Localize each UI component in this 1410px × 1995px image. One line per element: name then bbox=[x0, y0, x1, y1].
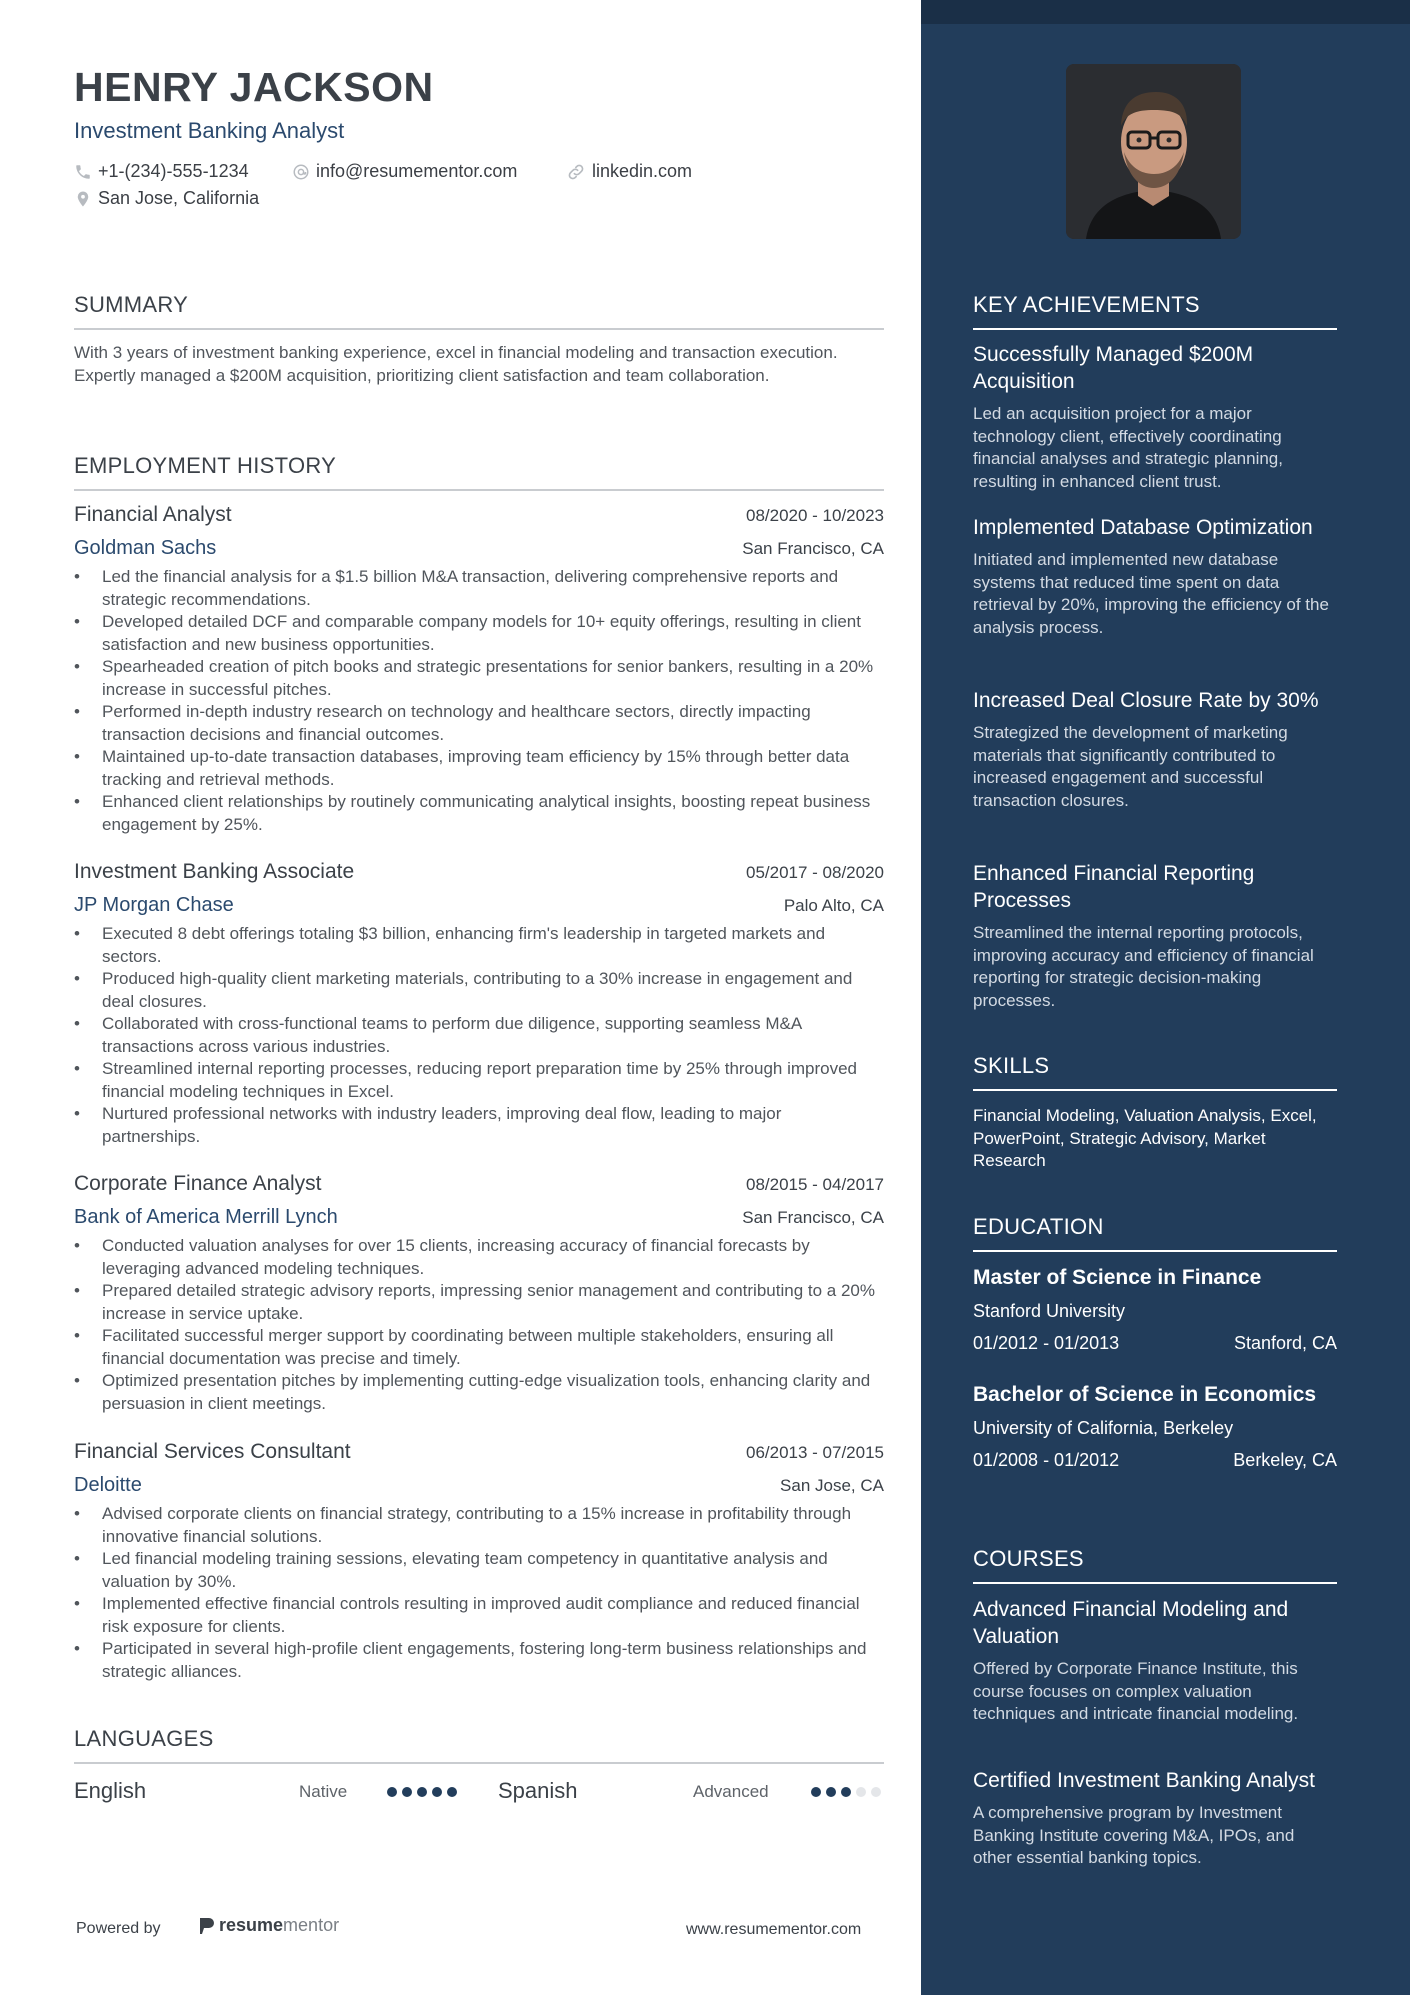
summary-heading: SUMMARY bbox=[74, 292, 884, 330]
achievement-desc: Led an acquisition project for a major technology client, effectively coordinating financial analyses and strategic planning, resulting in enhanced client trust. bbox=[973, 404, 1283, 491]
job-entry bbox=[74, 503, 884, 836]
job-bullets bbox=[74, 1235, 884, 1415]
job-bullet: • Enhanced client relationships by routinely communicating analytical insights, boosting repeat business engagement by 25%. bbox=[74, 791, 884, 836]
at-icon bbox=[292, 163, 310, 181]
job-company: Bank of America Merrill Lynch bbox=[74, 1206, 338, 1228]
education-school: Stanford University bbox=[973, 1301, 1126, 1321]
job-bullet: • Executed 8 debt offerings totaling $3 billion, enhancing firm's leadership in targeted markets and sectors. bbox=[74, 923, 884, 968]
job-bullets bbox=[74, 923, 884, 1148]
job-bullets bbox=[74, 1503, 884, 1683]
rating-dot-filled bbox=[387, 1787, 397, 1797]
job-bullet: • Optimized presentation pitches by implementing cutting-edge visualization tools, enhancing clarity and persuasion in client meetings. bbox=[74, 1370, 884, 1415]
language-level-spanish bbox=[693, 1782, 769, 1802]
job-bullet: • Led financial modeling training sessions, elevating team competency in quantitative analysis and valuation by 30%. bbox=[74, 1548, 884, 1593]
rating-dot-filled bbox=[402, 1787, 412, 1797]
candidate-name: HENRY JACKSON bbox=[74, 64, 434, 110]
achievement-title: Implemented Database Optimization bbox=[973, 516, 1313, 539]
language-level: Advanced bbox=[693, 1782, 769, 1801]
course-title: Advanced Financial Modeling and Valuation bbox=[973, 1598, 1289, 1648]
rating-dot-filled bbox=[432, 1787, 442, 1797]
linkedin-text: linkedin.com bbox=[592, 161, 693, 181]
rating-dot-empty bbox=[871, 1787, 881, 1797]
contact-location bbox=[74, 188, 259, 209]
course-item bbox=[973, 1596, 1337, 1726]
rating-dot-filled bbox=[826, 1787, 836, 1797]
footer-url[interactable]: www.resumementor.com bbox=[686, 1921, 862, 1938]
footer-powered-by: Powered by bbox=[76, 1920, 161, 1937]
achievement-title: Successfully Managed $200M Acquisition bbox=[973, 343, 1254, 393]
rating-dot-filled bbox=[447, 1787, 457, 1797]
employment-heading: EMPLOYMENT HISTORY bbox=[74, 453, 884, 491]
profile-photo bbox=[1066, 64, 1241, 239]
job-bullet: • Spearheaded creation of pitch books and strategic presentations for senior bankers, resulting in a 20% increase in successful pitches. bbox=[74, 656, 884, 701]
course-desc: Offered by Corporate Finance Institute, this course focuses on complex valuation techniques and intricate financial modeling. bbox=[973, 1659, 1299, 1723]
contact-linkedin[interactable] bbox=[566, 161, 692, 182]
job-bullet: • Conducted valuation analyses for over 15 clients, increasing accuracy of financial forecasts by leveraging advanced modeling techniques. bbox=[74, 1235, 884, 1280]
phone-icon bbox=[74, 163, 92, 181]
language-level: Native bbox=[299, 1782, 348, 1801]
job-bullet: • Collaborated with cross-functional teams to perform due diligence, supporting seamless M&A transactions across various industries. bbox=[74, 1013, 884, 1058]
job-bullet: • Advised corporate clients on financial strategy, contributing to a 15% increase in profitability through innovative financial solutions. bbox=[74, 1503, 884, 1548]
job-bullet: • Prepared detailed strategic advisory reports, impressing senior management and contributing to a 20% increase in service uptake. bbox=[74, 1280, 884, 1325]
achievement-desc: Strategized the development of marketing materials that significantly contributed to increased engagement and successful transaction closures. bbox=[973, 723, 1288, 810]
education-degree: Master of Science in Finance bbox=[973, 1266, 1262, 1289]
language-spanish bbox=[498, 1778, 578, 1804]
language-name: Spanish bbox=[498, 1778, 578, 1803]
email-text: info@resumementor.com bbox=[316, 161, 518, 181]
contact-phone[interactable] bbox=[74, 161, 249, 182]
achievement-item bbox=[973, 341, 1337, 493]
education-item bbox=[973, 1381, 1337, 1471]
skills-heading: SKILLS bbox=[973, 1053, 1337, 1091]
job-title: Financial Services Consultant bbox=[74, 1440, 351, 1463]
achievements-heading: KEY ACHIEVEMENTS bbox=[973, 292, 1337, 330]
achievement-desc: Initiated and implemented new database systems that reduced time spent on data retrieval by 20%, improving the efficiency of the analysis process. bbox=[973, 550, 1329, 637]
rating-dot-filled bbox=[417, 1787, 427, 1797]
job-bullet: • Participated in several high-profile client engagements, fostering long-term business relationships and strategic alliances. bbox=[74, 1638, 884, 1683]
education-location: Berkeley, CA bbox=[1233, 1450, 1337, 1470]
job-company: Deloitte bbox=[74, 1474, 142, 1496]
achievement-title: Increased Deal Closure Rate by 30% bbox=[973, 689, 1319, 712]
job-company: JP Morgan Chase bbox=[74, 894, 234, 916]
achievement-title: Enhanced Financial Reporting Processes bbox=[973, 862, 1255, 912]
languages-heading: LANGUAGES bbox=[74, 1726, 884, 1764]
location-text: San Jose, California bbox=[98, 188, 260, 208]
education-dates: 01/2012 - 01/2013 bbox=[973, 1333, 1120, 1353]
rating-dot-filled bbox=[841, 1787, 851, 1797]
resumementor-logo[interactable] bbox=[198, 1915, 339, 1936]
job-dates: 05/2017 - 08/2020 bbox=[745, 863, 884, 882]
course-desc: A comprehensive program by Investment Banking Institute covering M&A, IPOs, and other essential banking topics. bbox=[973, 1803, 1295, 1867]
candidate-title: Investment Banking Analyst bbox=[74, 118, 345, 143]
achievement-desc: Streamlined the internal reporting protocols, improving accuracy and efficiency of financial reporting for strategic decision-making processes. bbox=[973, 923, 1314, 1010]
location-pin-icon bbox=[74, 189, 92, 209]
rating-dot-empty bbox=[856, 1787, 866, 1797]
achievement-item bbox=[973, 687, 1337, 812]
language-english bbox=[74, 1778, 146, 1804]
course-item bbox=[973, 1767, 1337, 1870]
job-dates: 08/2015 - 04/2017 bbox=[745, 1175, 884, 1194]
summary-text: With 3 years of investment banking experience, excel in financial modeling and transaction execution. Expertly managed a $200M acquisition, prioritizing client satisfaction and team collaboration. bbox=[74, 343, 838, 385]
job-title: Corporate Finance Analyst bbox=[74, 1172, 322, 1195]
education-dates: 01/2008 - 01/2012 bbox=[973, 1450, 1120, 1470]
language-name: English bbox=[74, 1778, 147, 1803]
contact-email[interactable] bbox=[292, 161, 517, 182]
job-entry bbox=[74, 860, 884, 1148]
job-dates: 08/2020 - 10/2023 bbox=[745, 506, 884, 525]
job-bullet: • Nurtured professional networks with industry leaders, improving deal flow, leading to major partnerships. bbox=[74, 1103, 884, 1148]
job-entry bbox=[74, 1440, 884, 1683]
job-bullet: • Maintained up-to-date transaction databases, improving team efficiency by 15% through better data tracking and retrieval methods. bbox=[74, 746, 884, 791]
phone-text: +1-(234)-555-1234 bbox=[98, 161, 249, 181]
job-bullet: • Led the financial analysis for a $1.5 billion M&A transaction, delivering comprehensive reports and strategic recommendations. bbox=[74, 566, 884, 611]
job-company: Goldman Sachs bbox=[74, 537, 217, 559]
job-dates: 06/2013 - 07/2015 bbox=[745, 1443, 884, 1462]
achievement-item bbox=[973, 860, 1337, 1012]
job-bullet: • Performed in-depth industry research on technology and healthcare sectors, directly impacting transaction decisions and financial outcomes. bbox=[74, 701, 884, 746]
logo-mark-icon bbox=[198, 1916, 216, 1936]
job-location: San Jose, CA bbox=[780, 1476, 884, 1495]
education-degree: Bachelor of Science in Economics bbox=[973, 1383, 1317, 1406]
job-title: Financial Analyst bbox=[74, 503, 232, 526]
language-rating bbox=[387, 1787, 457, 1797]
course-title: Certified Investment Banking Analyst bbox=[973, 1769, 1316, 1792]
education-location: Stanford, CA bbox=[1233, 1333, 1337, 1353]
job-bullet: • Facilitated successful merger support by coordinating between multiple stakeholders, ensuring all financial documentation was precise and timely. bbox=[74, 1325, 884, 1370]
job-bullets bbox=[74, 566, 884, 836]
skills-list: Financial Modeling, Valuation Analysis, Excel, PowerPoint, Strategic Advisory, Market Research bbox=[973, 1106, 1317, 1170]
link-icon bbox=[566, 162, 586, 182]
achievement-item bbox=[973, 514, 1337, 639]
language-level-english bbox=[299, 1782, 347, 1802]
logo-text-bold: resume bbox=[219, 1915, 284, 1935]
language-rating bbox=[811, 1787, 881, 1797]
job-location: San Francisco, CA bbox=[742, 1208, 884, 1227]
sidebar-top-bar bbox=[921, 0, 1410, 24]
job-bullet: • Implemented effective financial controls resulting in improved audit compliance and reduced financial risk exposure for clients. bbox=[74, 1593, 884, 1638]
education-school: University of California, Berkeley bbox=[973, 1418, 1234, 1438]
education-item bbox=[973, 1264, 1337, 1354]
job-bullet: • Developed detailed DCF and comparable company models for 10+ equity offerings, resulting in client satisfaction and new business opportunities. bbox=[74, 611, 884, 656]
job-location: San Francisco, CA bbox=[742, 539, 884, 558]
job-bullet: • Produced high-quality client marketing materials, contributing to a 30% increase in engagement and deal closures. bbox=[74, 968, 884, 1013]
education-heading: EDUCATION bbox=[973, 1214, 1337, 1252]
rating-dot-filled bbox=[811, 1787, 821, 1797]
courses-heading: COURSES bbox=[973, 1546, 1337, 1584]
logo-text-thin: mentor bbox=[283, 1915, 340, 1935]
job-title: Investment Banking Associate bbox=[74, 860, 355, 883]
job-entry bbox=[74, 1172, 884, 1415]
job-location: Palo Alto, CA bbox=[783, 896, 884, 915]
job-bullet: • Streamlined internal reporting processes, reducing report preparation time by 25% through improved financial modeling techniques in Excel. bbox=[74, 1058, 884, 1103]
portrait-image bbox=[1066, 64, 1241, 239]
